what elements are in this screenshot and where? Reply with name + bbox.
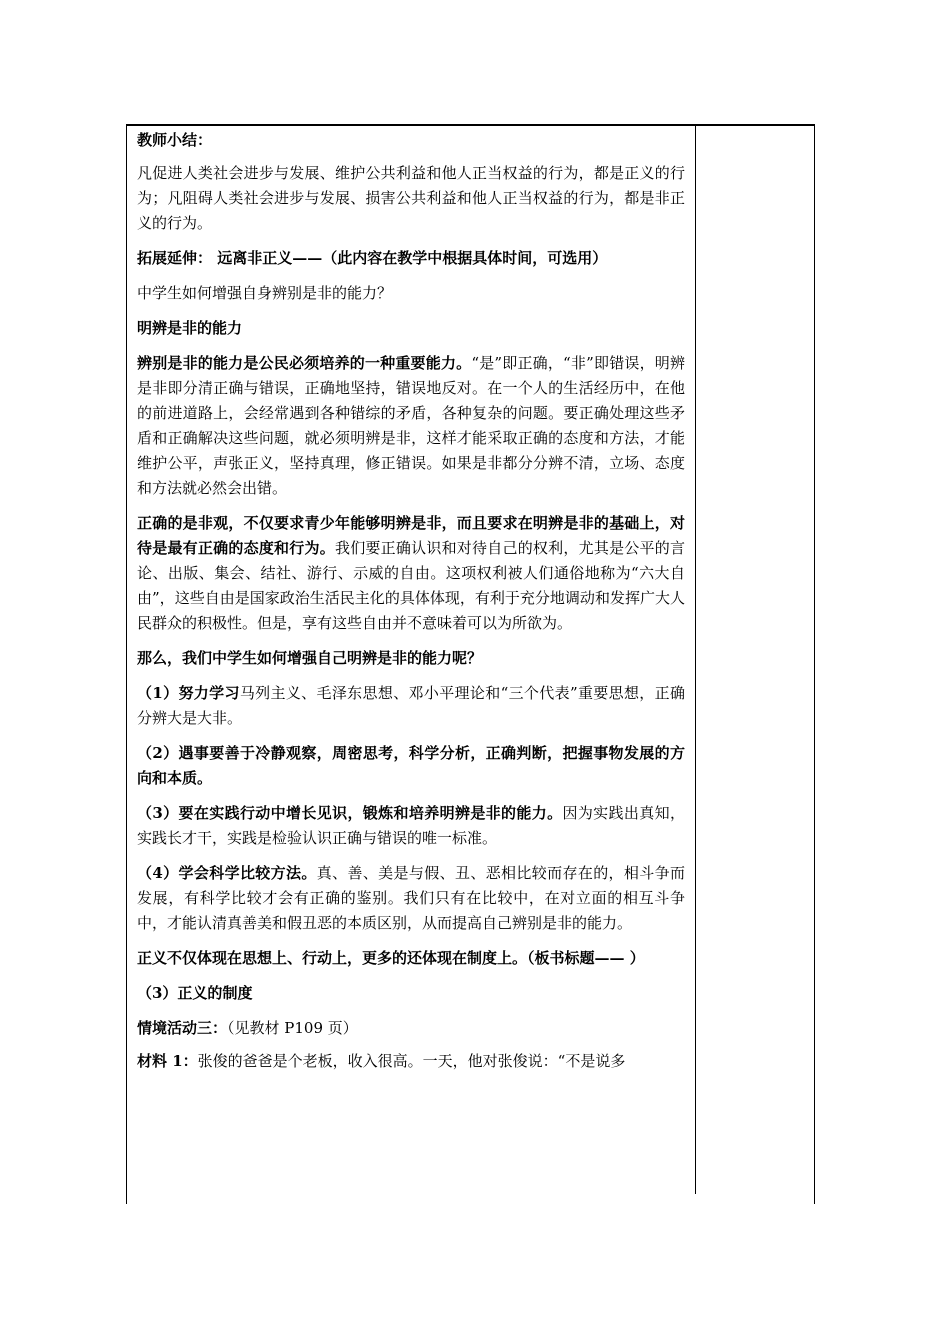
- table-left-border: [126, 124, 127, 1204]
- table-column-divider: [695, 124, 696, 1194]
- table-top-border: [126, 124, 815, 126]
- table-right-border: [814, 124, 815, 1204]
- material-line: [137, 1049, 685, 1074]
- material-label: 材料 1：: [137, 1052, 198, 1070]
- paragraph-2: [137, 511, 685, 636]
- section-title: 明辨是非的能力: [137, 319, 243, 337]
- activity-line: [137, 1016, 685, 1041]
- item-1-lead: （1）努力学习: [137, 684, 240, 702]
- item-4-body: 真、善、美是与假、丑、恶相比较而存在的，相斗争而发展，有科学比较才会有正确的鉴别。我们只有在比较中，在对立面的相互斗争中，才能认清真善美和假丑恶的本质区别，从而提高自己辨别是非的能力。: [137, 864, 685, 932]
- question-text: 中学生如何增强自身辨别是非的能力？: [137, 284, 393, 302]
- summary-heading: 教师小结：: [137, 131, 213, 149]
- item-4: [137, 861, 685, 936]
- item-4-lead: （4）学会科学比较方法。: [137, 864, 317, 882]
- question-2: 那么，我们中学生如何增强自己明辨是非的能力呢？: [137, 649, 483, 667]
- justice-note: 正义不仅体现在思想上、行动上，更多的还体现在制度上。（板书标题—— ）: [137, 949, 645, 967]
- activity-label: 情境活动三：: [137, 1019, 228, 1037]
- paragraph-1-body: “是”即正确，“非”即错误，明辨是非即分清正确与错误，正确地坚持，错误地反对。在一个人的生活经历中，在他的前进道路上，会经常遇到各种错综的矛盾，各种复杂的问题。要正确处理这些矛盾和正确解决这些问题，就必须明辨是非，这样才能采取正确的态度和方法，才能维护公平，声张正义，坚持真理，修正错误。如果是非都分分辨不清，立场、态度和方法就必然会出错。: [137, 354, 685, 497]
- item-3: [137, 801, 685, 851]
- item-1: [137, 681, 685, 731]
- item-1-body: 马列主义、毛泽东思想、邓小平理论和“三个代表”重要思想，正确分辨大是大非。: [137, 684, 685, 727]
- lesson-content: [137, 128, 685, 1084]
- summary-text: 凡促进人类社会进步与发展、维护公共利益和他人正当权益的行为，都是正义的行为；凡阻碍人类社会进步与发展、损害公共利益和他人正当权益的行为，都是非正义的行为。: [137, 164, 685, 232]
- item-3-body: 因为实践出真知，实践长才干，实践是检验认识正确与错误的唯一标准。: [137, 804, 685, 847]
- material-text: 张俊的爸爸是个老板，收入很高。一天，他对张俊说：“不是说多: [197, 1052, 626, 1070]
- paragraph-1: [137, 351, 685, 501]
- paragraph-2-lead: 正确的是非观，不仅要求青少年能够明辨是非，而且要求在明辨是非的基础上，对待是最有正确的态度和行为。: [137, 514, 685, 557]
- sub-title: （3）正义的制度: [137, 984, 253, 1002]
- item-2: （2）遇事要善于冷静观察，周密思考，科学分析，正确判断，把握事物发展的方向和本质。: [137, 744, 685, 787]
- paragraph-1-lead: 辨别是非的能力是公民必须培养的一种重要能力。: [137, 354, 472, 372]
- activity-text: （见教材 P109 页）: [227, 1019, 358, 1037]
- extension-heading: 拓展延伸： 远离非正义——（此内容在教学中根据具体时间，可选用）: [137, 249, 608, 267]
- item-3-lead: （3）要在实践行动中增长见识，锻炼和培养明辨是非的能力。: [137, 804, 563, 822]
- paragraph-2-body: 我们要正确认识和对待自己的权利，尤其是公平的言论、出版、集会、结社、游行、示威的自由。这项权利被人们通俗地称为“六大自由”，这些自由是国家政治生活民主化的具体体现，有利于充分地调动和发挥广大人民群众的积极性。但是，享有这些自由并不意味着可以为所欲为。: [137, 539, 685, 632]
